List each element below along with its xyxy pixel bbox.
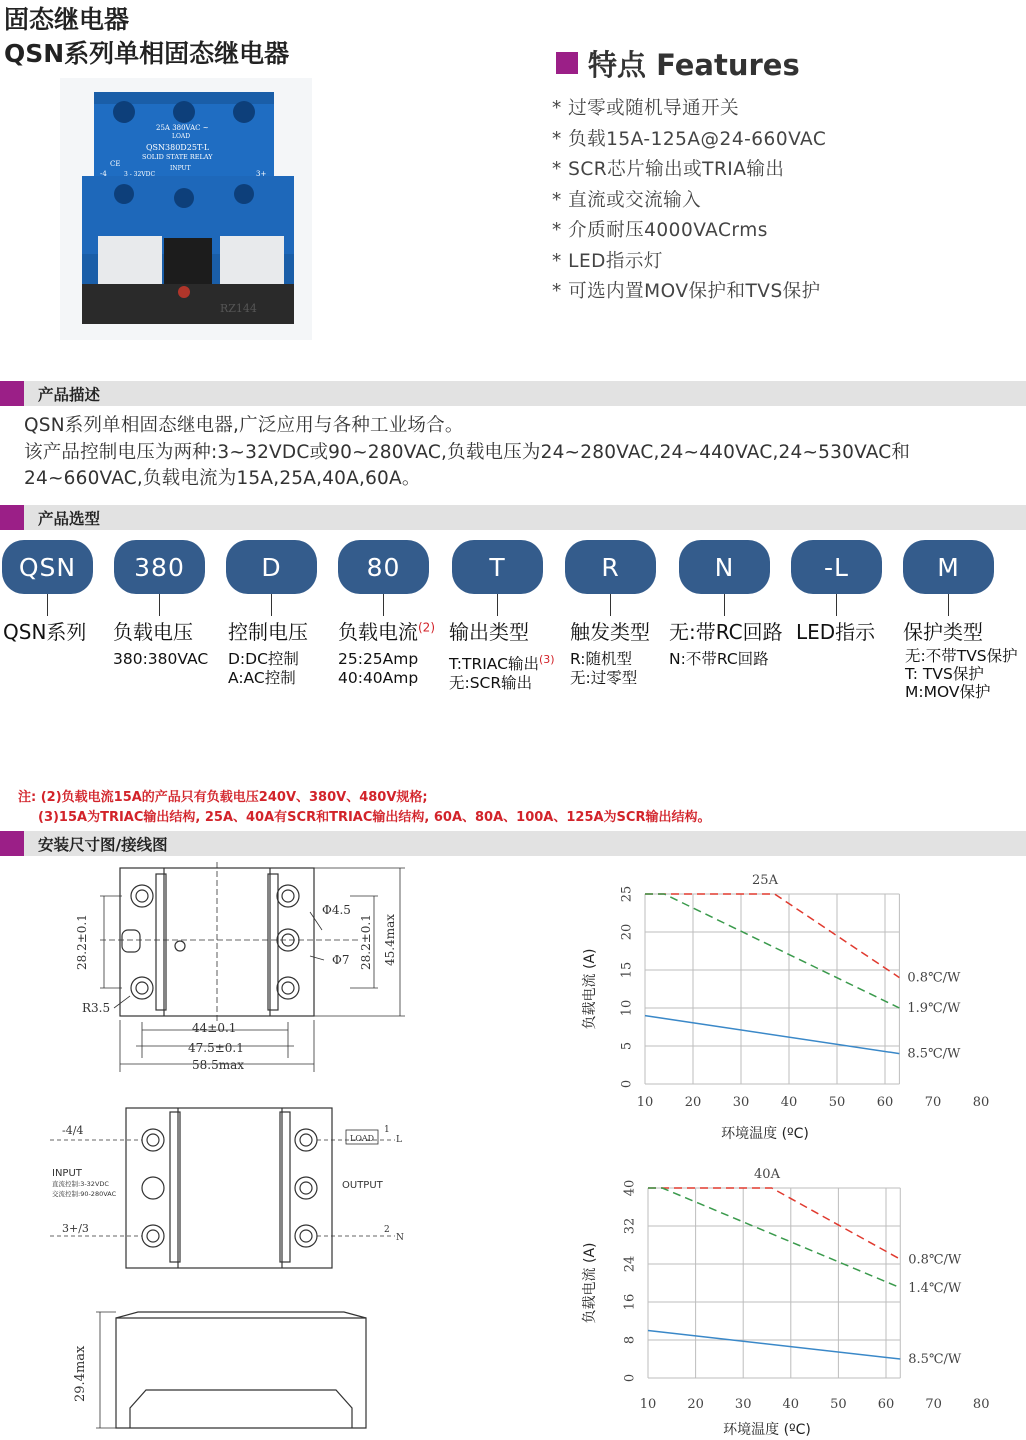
derating-chart-25a (570, 862, 1010, 1152)
code-pill-trigger: R (565, 540, 656, 594)
x-axis-label: 环境温度 (ºC) (721, 1126, 809, 1142)
code-desc-control (228, 650, 299, 688)
x-tick-label: 50 (830, 1397, 847, 1412)
series-label: 8.5℃/W (907, 1046, 961, 1062)
page-subtitle: QSN系列单相固态继电器 (4, 39, 290, 68)
feature-item: * 介质耐压4000VACrms (552, 220, 768, 241)
code-label-voltage: 负载电压 (113, 620, 193, 644)
code-desc-line: N:不带RC回路 (669, 650, 769, 668)
wiring-terminal-3: 3+/3 (62, 1222, 89, 1235)
description-line: 24~660VAC,负载电流为15A,25A,40A,60A。 (24, 468, 421, 489)
x-tick-label: 30 (734, 1397, 752, 1412)
code-desc-line: M:MOV保护 (905, 683, 991, 701)
x-axis-label: 环境温度 (ºC) (723, 1422, 811, 1438)
photo-model: QSN380D25T-L (146, 143, 210, 152)
y-tick-label: 0 (622, 1373, 638, 1383)
description-line: 该产品控制电压为两种:3~32VDC或90~280VAC,负载电压为24~280VAC,24~440VAC,24~530VAC和 (24, 441, 911, 463)
photo-product: SOLID STATE RELAY (142, 153, 213, 161)
x-tick-label: 10 (639, 1397, 657, 1412)
section-install (0, 831, 1026, 856)
code-pill-output: T (452, 540, 543, 594)
chart-title: 25A (752, 873, 778, 888)
photo-label-load: LOAD (172, 133, 191, 140)
photo-plus: 3+ (256, 170, 267, 178)
description-text (24, 413, 910, 493)
connector-line (724, 594, 725, 616)
wiring-input-label: INPUT (52, 1168, 82, 1179)
y-tick-label: 20 (619, 923, 635, 941)
code-desc-line: R:随机型 (570, 650, 633, 668)
x-tick-label: 40 (780, 1095, 798, 1110)
code-label-control: 控制电压 (228, 620, 308, 644)
code-pill-series: QSN (2, 540, 93, 594)
note-line: 注: (2)负载电流15A的产品只有负载电压240V、380V、480V规格; (18, 790, 428, 805)
x-tick-label: 80 (972, 1095, 990, 1110)
code-label-current-note: (2) (418, 620, 435, 635)
code-desc-line: D:DC控制 (228, 650, 299, 668)
connector-line (383, 594, 384, 616)
code-desc-output-note: (3) (538, 653, 555, 666)
dim-height-294: 29.4max (73, 1345, 88, 1402)
code-desc-current (338, 650, 418, 688)
feature-item: * 可选内置MOV保护和TVS保护 (552, 281, 821, 302)
y-axis-label: 负载电流 (A) (582, 948, 598, 1030)
feature-item: * SCR芯片输出或TRIA输出 (552, 159, 785, 180)
section-selection (0, 505, 1026, 530)
code-pill-control: D (226, 540, 317, 594)
dimension-drawing (52, 860, 420, 1440)
code-desc-line: T: TVS保护 (905, 665, 984, 683)
connector-line (271, 594, 272, 616)
dim-dia-45: Φ4.5 (322, 903, 351, 917)
features-square-icon (556, 52, 578, 74)
code-label-led: LED指示 (796, 620, 876, 644)
note-line: (3)15A为TRIAC输出结构, 25A、40A有SCR和TRIAC输出结构, 60A、80A、100A、125A为SCR输出结构。 (38, 809, 711, 825)
dim-width-585: 58.5max (192, 1058, 245, 1072)
y-axis-label: 负载电流 (A) (582, 1242, 598, 1324)
derating-chart-40a (570, 1158, 1010, 1439)
code-label-rc: 无:带RC回路 (669, 620, 783, 644)
code-desc-voltage (113, 650, 208, 669)
code-desc-rc (669, 650, 769, 669)
y-tick-label: 40 (622, 1179, 638, 1197)
features-list (552, 94, 826, 308)
code-desc-line: 380:380VAC (113, 650, 209, 668)
code-pill-led: -L (791, 540, 882, 594)
code-desc-line: 25:25Amp (338, 650, 419, 668)
code-pill-current: 80 (338, 540, 429, 594)
code-pill-protect: M (903, 540, 994, 594)
dim-height-282b: 28.2±0.1 (359, 914, 373, 970)
wiring-terminal-N: N (396, 1233, 404, 1243)
section-title: 产品描述 (38, 385, 101, 404)
code-desc-output (449, 650, 555, 693)
photo-input: INPUT (170, 165, 191, 172)
code-label-output: 输出类型 (449, 620, 529, 644)
y-tick-label: 8 (622, 1335, 638, 1345)
code-desc-line: A:AC控制 (228, 669, 296, 687)
series-label: 0.8℃/W (907, 970, 961, 986)
feature-item: * 直流或交流输入 (552, 189, 702, 211)
code-pill-voltage: 380 (114, 540, 205, 594)
series-line (648, 1331, 900, 1360)
y-tick-label: 25 (619, 885, 635, 903)
connector-line (610, 594, 611, 616)
y-tick-label: 15 (619, 961, 635, 979)
connector-line (497, 594, 498, 616)
notes (18, 788, 710, 827)
photo-ce: CE (110, 160, 121, 168)
y-tick-label: 0 (619, 1079, 635, 1089)
code-desc-line: T:TRIAC输出 (449, 655, 539, 674)
y-tick-label: 5 (619, 1041, 635, 1051)
section-marker (0, 381, 24, 406)
series-label: 8.5℃/W (908, 1352, 962, 1367)
x-tick-label: 70 (924, 1095, 942, 1110)
code-desc-line: 无:不带TVS保护 (905, 647, 1018, 665)
feature-item: * LED指示灯 (552, 250, 663, 272)
x-tick-label: 70 (925, 1397, 942, 1412)
features-title: 特点 Features (588, 47, 800, 82)
y-tick-label: 16 (622, 1293, 638, 1311)
x-tick-label: 20 (684, 1095, 702, 1110)
x-tick-label: 60 (876, 1095, 894, 1110)
code-label-current (338, 616, 435, 645)
chart-title: 40A (754, 1167, 780, 1182)
photo-label-top: 25A 380VAC ~ (156, 124, 209, 132)
connector-line (948, 594, 949, 616)
code-desc-line: 无:过零型 (570, 669, 638, 687)
dim-dia-7: Φ7 (332, 953, 350, 967)
y-tick-label: 24 (622, 1255, 638, 1273)
connector-line (836, 594, 837, 616)
y-tick-label: 10 (619, 999, 635, 1017)
x-tick-label: 60 (877, 1397, 895, 1412)
code-desc-line: 无:SCR输出 (449, 674, 533, 693)
section-title: 产品选型 (38, 509, 101, 528)
code-desc-trigger (570, 650, 637, 688)
series-label: 1.4℃/W (908, 1280, 962, 1296)
x-tick-label: 30 (732, 1095, 750, 1110)
series-line (645, 894, 899, 1008)
section-marker (0, 505, 24, 530)
dim-width-44: 44±0.1 (192, 1021, 237, 1035)
features-heading (556, 44, 800, 82)
code-desc-line: 40:40Amp (338, 669, 419, 687)
code-label-trigger: 触发类型 (570, 620, 650, 644)
wiring-output-label: OUTPUT (342, 1180, 383, 1191)
series-label: 1.9℃/W (907, 1001, 961, 1016)
connector-line (159, 594, 160, 616)
photo-input-range: 3 - 32VDC (124, 171, 156, 178)
page-title: 固态继电器 (4, 5, 130, 34)
code-desc-protect (905, 647, 1018, 701)
wiring-load-label: LOAD (350, 1134, 375, 1143)
wiring-terminal-1: 1 (384, 1125, 390, 1135)
photo-minus: -4 (100, 170, 107, 178)
code-pill-rc: N (679, 540, 770, 594)
code-label-current-text: 负载电流 (338, 620, 418, 644)
wiring-terminal-L: L (396, 1135, 402, 1145)
wiring-terminal-4: -4/4 (62, 1124, 84, 1137)
feature-item: * 过零或随机导通开关 (552, 98, 740, 119)
wiring-dc-range: 直流控制:3-32VDC (52, 1180, 109, 1188)
dim-radius-35: R3.5 (82, 1001, 111, 1015)
section-description (0, 381, 1026, 406)
description-line: QSN系列单相固态继电器,广泛应用与各种工业场合。 (24, 415, 464, 436)
x-tick-label: 80 (972, 1397, 990, 1412)
product-photo (60, 78, 312, 340)
wiring-ac-range: 交流控制:90-280VAC (52, 1190, 117, 1198)
wiring-terminal-2: 2 (384, 1225, 390, 1235)
code-desc-line-row (449, 650, 555, 674)
photo-bottom-code: RZ144 (220, 302, 257, 315)
series-line (645, 1016, 899, 1054)
x-tick-label: 20 (687, 1397, 704, 1412)
code-label-series: QSN系列 (3, 620, 87, 644)
dim-width-475: 47.5±0.1 (188, 1041, 244, 1055)
series-label: 0.8℃/W (908, 1252, 962, 1268)
x-tick-label: 40 (782, 1397, 800, 1412)
connector-line (47, 594, 48, 616)
section-title: 安装尺寸图/接线图 (38, 835, 168, 854)
x-tick-label: 50 (828, 1095, 846, 1110)
series-line (645, 894, 899, 978)
section-marker (0, 831, 24, 856)
dim-height-282: 28.2±0.1 (75, 914, 89, 970)
code-label-protect: 保护类型 (903, 620, 983, 644)
solid-state-relay-photo (60, 78, 312, 340)
dim-height-454: 45.4max (383, 913, 397, 966)
x-tick-label: 10 (636, 1095, 654, 1110)
feature-item: * 负载15A-125A@24-660VAC (552, 128, 827, 150)
y-tick-label: 32 (622, 1217, 638, 1235)
